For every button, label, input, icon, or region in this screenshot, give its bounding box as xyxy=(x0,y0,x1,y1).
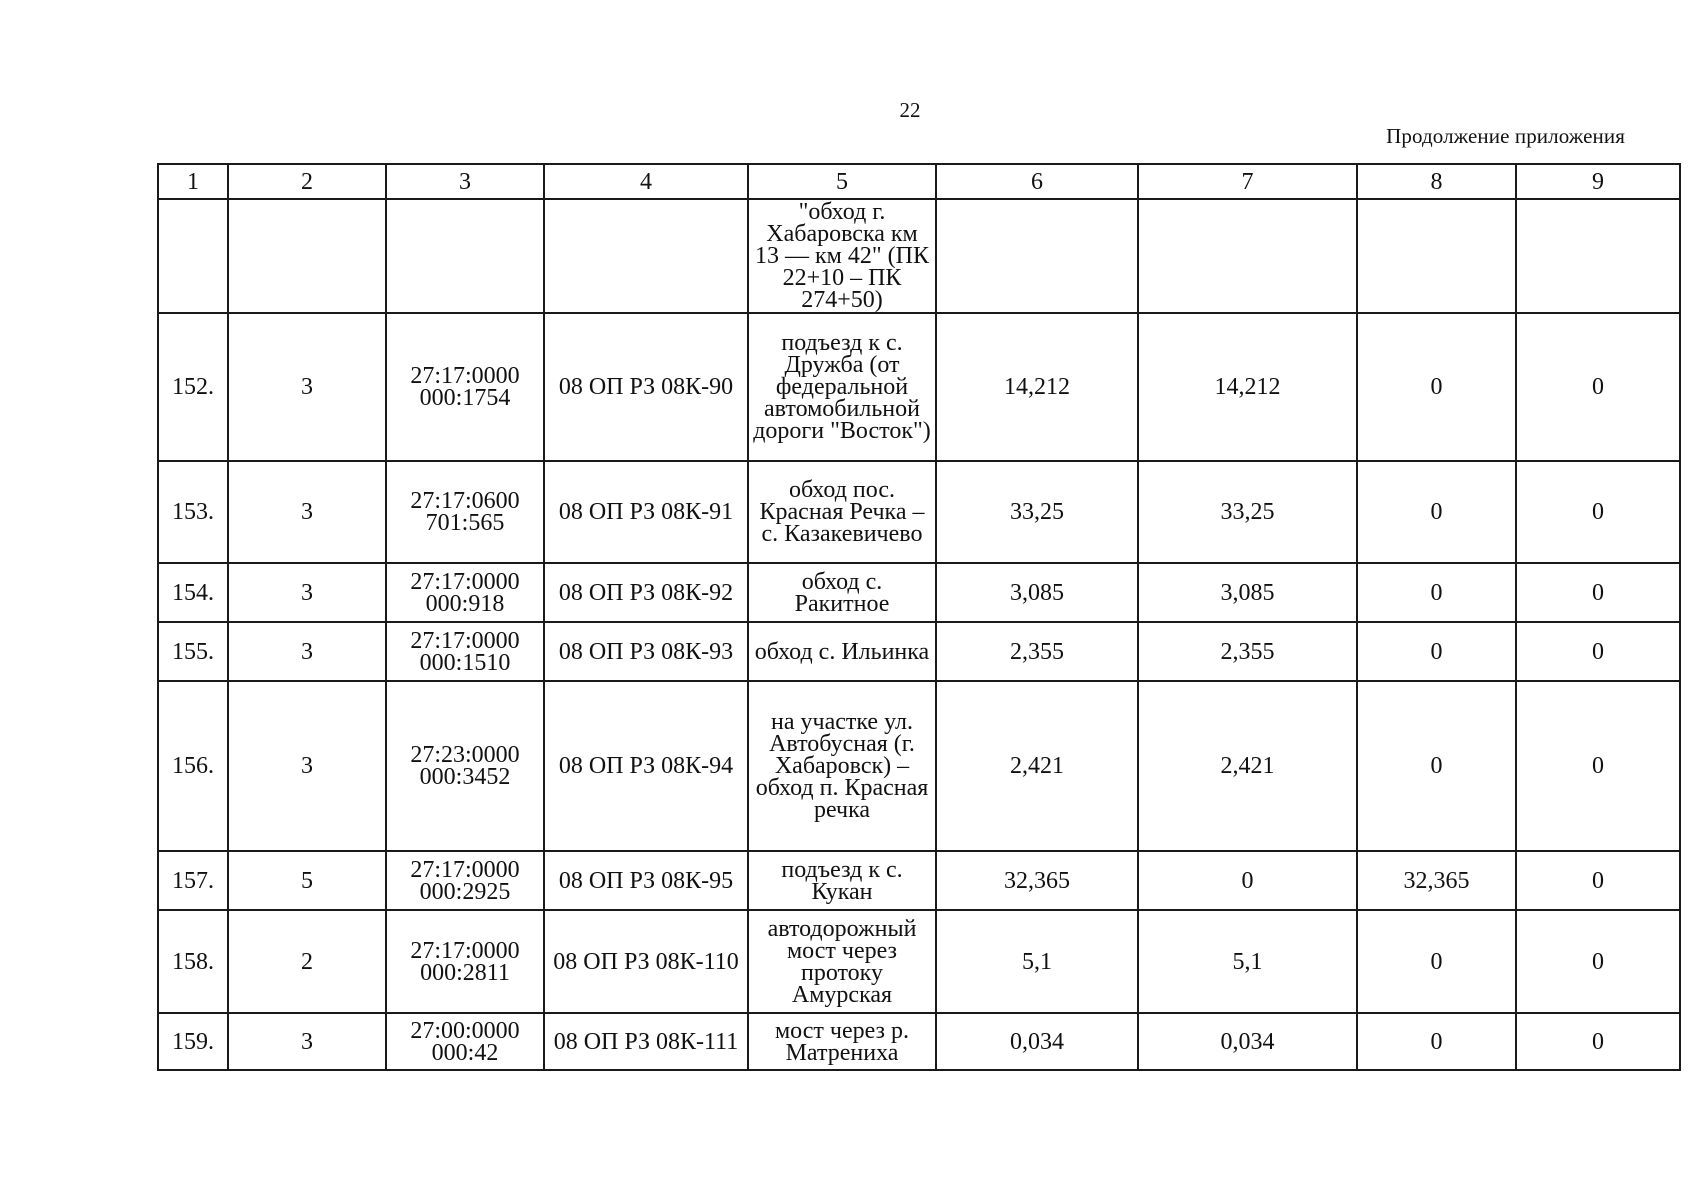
column-2-value: 3 xyxy=(228,1013,386,1070)
appendix-continuation-heading: Продолжение приложения xyxy=(1386,124,1625,148)
row-number: 152. xyxy=(158,313,228,461)
column-6-value: 14,212 xyxy=(936,313,1138,461)
column-number-row xyxy=(158,164,1680,199)
column-9-value: 0 xyxy=(1516,910,1680,1013)
cadastral-number: 27:00:0000 000:42 xyxy=(386,1013,544,1070)
table-row xyxy=(158,461,1680,563)
column-2-value: 3 xyxy=(228,563,386,622)
column-8-value: 0 xyxy=(1357,461,1516,563)
column-9-value: 0 xyxy=(1516,461,1680,563)
column-6-value: 0,034 xyxy=(936,1013,1138,1070)
road-name: подъезд к с. Дружба (от федеральной автомобильной дороги "Восток") xyxy=(748,313,936,461)
column-7-value: 3,085 xyxy=(1138,563,1357,622)
column-8-value: 0 xyxy=(1357,622,1516,681)
road-name: "обход г. Хабаровска км 13 — км 42" (ПК 22+10 – ПК 274+50) xyxy=(748,199,936,313)
cadastral-number: 27:23:0000 000:3452 xyxy=(386,681,544,851)
column-9-value: 0 xyxy=(1516,563,1680,622)
row-number: 157. xyxy=(158,851,228,910)
row-number: 159. xyxy=(158,1013,228,1070)
road-code: 08 ОП РЗ 08К-94 xyxy=(544,681,748,851)
row-number: 156. xyxy=(158,681,228,851)
column-7-value: 14,212 xyxy=(1138,313,1357,461)
column-6-value: 3,085 xyxy=(936,563,1138,622)
column-8-value: 0 xyxy=(1357,681,1516,851)
column-8-value: 0 xyxy=(1357,563,1516,622)
column-header: 6 xyxy=(936,164,1138,199)
column-header: 8 xyxy=(1357,164,1516,199)
column-6-value: 2,355 xyxy=(936,622,1138,681)
column-7-value: 0,034 xyxy=(1138,1013,1357,1070)
road-code: 08 ОП РЗ 08К-95 xyxy=(544,851,748,910)
column-header: 1 xyxy=(158,164,228,199)
cadastral-number: 27:17:0600 701:565 xyxy=(386,461,544,563)
column-header: 9 xyxy=(1516,164,1680,199)
column-2-value: 3 xyxy=(228,681,386,851)
row-number: 154. xyxy=(158,563,228,622)
column-8-value: 0 xyxy=(1357,1013,1516,1070)
column-6-value: 33,25 xyxy=(936,461,1138,563)
column-8-value xyxy=(1357,199,1516,313)
column-6-value: 2,421 xyxy=(936,681,1138,851)
road-name: на участке ул. Автобусная (г. Хабаровск) – обход п. Красная речка xyxy=(748,681,936,851)
column-9-value: 0 xyxy=(1516,622,1680,681)
road-name: обход с. Ильинка xyxy=(748,622,936,681)
row-number: 153. xyxy=(158,461,228,563)
column-header: 3 xyxy=(386,164,544,199)
column-9-value: 0 xyxy=(1516,313,1680,461)
table-row xyxy=(158,851,1680,910)
road-code: 08 ОП РЗ 08К-93 xyxy=(544,622,748,681)
column-6-value xyxy=(936,199,1138,313)
column-7-value: 2,355 xyxy=(1138,622,1357,681)
road-code xyxy=(544,199,748,313)
column-7-value: 5,1 xyxy=(1138,910,1357,1013)
cadastral-number: 27:17:0000 000:2811 xyxy=(386,910,544,1013)
road-name: автодорожный мост через протоку Амурская xyxy=(748,910,936,1013)
column-7-value: 0 xyxy=(1138,851,1357,910)
column-2-value: 5 xyxy=(228,851,386,910)
road-name: мост через р. Матрениха xyxy=(748,1013,936,1070)
cadastral-number: 27:17:0000 000:918 xyxy=(386,563,544,622)
cadastral-number: 27:17:0000 000:1510 xyxy=(386,622,544,681)
table-row xyxy=(158,199,1680,313)
cadastral-number xyxy=(386,199,544,313)
column-2-value: 3 xyxy=(228,461,386,563)
column-7-value: 33,25 xyxy=(1138,461,1357,563)
column-2-value: 2 xyxy=(228,910,386,1013)
table-row xyxy=(158,1013,1680,1070)
column-2-value xyxy=(228,199,386,313)
road-name: подъезд к с. Кукан xyxy=(748,851,936,910)
column-2-value: 3 xyxy=(228,622,386,681)
table-row xyxy=(158,313,1680,461)
road-code: 08 ОП РЗ 08К-90 xyxy=(544,313,748,461)
column-7-value xyxy=(1138,199,1357,313)
road-code: 08 ОП РЗ 08К-110 xyxy=(544,910,748,1013)
column-8-value: 0 xyxy=(1357,313,1516,461)
column-header: 7 xyxy=(1138,164,1357,199)
road-code: 08 ОП РЗ 08К-111 xyxy=(544,1013,748,1070)
road-name: обход с. Ракитное xyxy=(748,563,936,622)
roads-table xyxy=(157,163,1681,1071)
cadastral-number: 27:17:0000 000:1754 xyxy=(386,313,544,461)
table-row xyxy=(158,910,1680,1013)
column-8-value: 0 xyxy=(1357,910,1516,1013)
page-number: 22 xyxy=(899,98,921,122)
row-number: 158. xyxy=(158,910,228,1013)
row-number xyxy=(158,199,228,313)
table-row xyxy=(158,622,1680,681)
road-code: 08 ОП РЗ 08К-91 xyxy=(544,461,748,563)
table-row xyxy=(158,563,1680,622)
column-6-value: 32,365 xyxy=(936,851,1138,910)
column-header: 4 xyxy=(544,164,748,199)
column-header: 2 xyxy=(228,164,386,199)
column-9-value xyxy=(1516,199,1680,313)
table-row xyxy=(158,681,1680,851)
column-8-value: 32,365 xyxy=(1357,851,1516,910)
row-number: 155. xyxy=(158,622,228,681)
road-name: обход пос. Красная Речка – с. Казакевичево xyxy=(748,461,936,563)
column-9-value: 0 xyxy=(1516,681,1680,851)
column-9-value: 0 xyxy=(1516,1013,1680,1070)
column-9-value: 0 xyxy=(1516,851,1680,910)
column-7-value: 2,421 xyxy=(1138,681,1357,851)
road-code: 08 ОП РЗ 08К-92 xyxy=(544,563,748,622)
column-header: 5 xyxy=(748,164,936,199)
column-2-value: 3 xyxy=(228,313,386,461)
cadastral-number: 27:17:0000 000:2925 xyxy=(386,851,544,910)
column-6-value: 5,1 xyxy=(936,910,1138,1013)
